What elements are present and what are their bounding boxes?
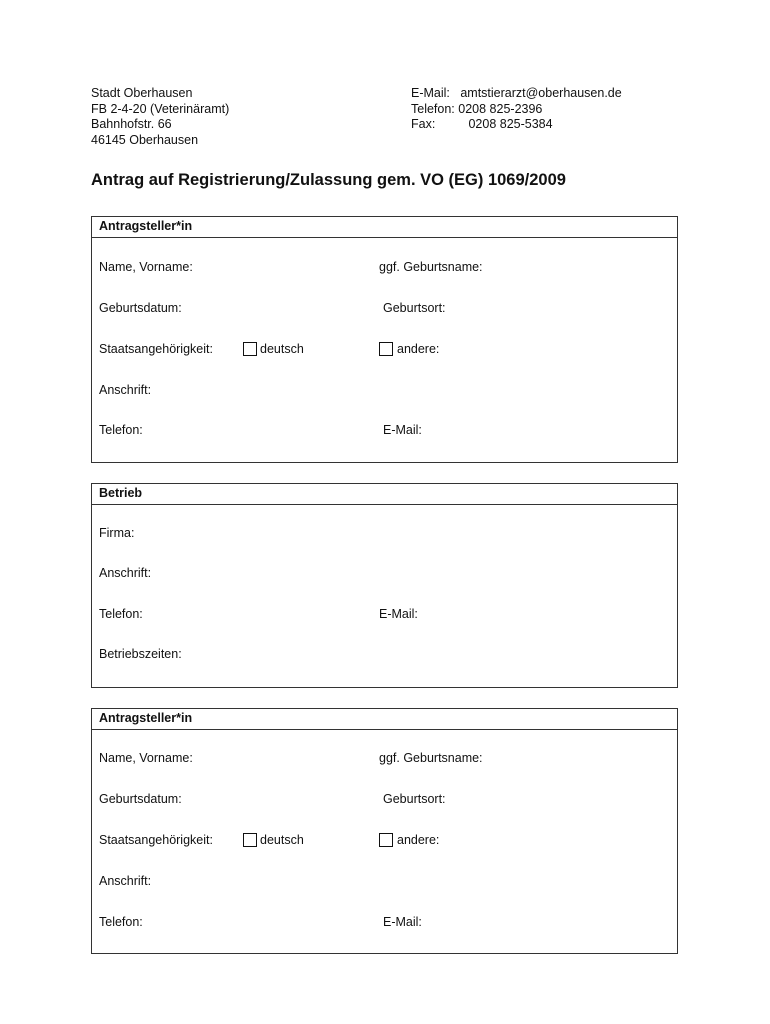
contact-phone-label: Telefon: [411, 101, 455, 116]
other-option-label: andere: [397, 833, 440, 847]
birthname-label: ggf. Geburtsname: [379, 260, 483, 274]
business-hours-label: Betriebszeiten: [99, 647, 182, 661]
section-heading: Antragsteller*in [92, 217, 677, 238]
birthdate-label: Geburtsdatum: [99, 792, 182, 806]
section-heading: Betrieb [92, 484, 677, 505]
sender-line: 46145 Oberhausen [91, 132, 199, 147]
birthplace-label: Geburtsort: [383, 792, 446, 806]
email-label: E-Mail: [383, 423, 422, 437]
contact-fax-row [411, 117, 622, 133]
other-nationality-checkbox[interactable] [379, 342, 393, 356]
german-option-label: deutsch [260, 833, 304, 847]
contact-email-row [411, 86, 622, 102]
sender-line: FB 2-4-20 (Veterinäramt) [91, 101, 230, 116]
business-phone-label: Telefon: [99, 607, 143, 621]
company-label: Firma: [99, 526, 135, 540]
email-label: E-Mail: [383, 915, 422, 929]
sender-address [91, 86, 229, 148]
document-title: Antrag auf Registrierung/Zulassung gem. VO (EG) 1069/2009 [91, 171, 566, 189]
contact-block [411, 86, 622, 133]
nationality-label: Staatsangehörigkeit: [99, 342, 213, 356]
business-email-label: E-Mail: [379, 607, 418, 621]
phone-label: Telefon: [99, 423, 143, 437]
address-label: Anschrift: [99, 874, 152, 888]
contact-email-value: amtstierarzt@oberhausen.de [460, 86, 622, 100]
business-section [91, 483, 678, 688]
contact-fax-value: 0208 825-5384 [468, 117, 553, 131]
nationality-label: Staatsangehörigkeit: [99, 833, 213, 847]
applicant-section [91, 216, 678, 463]
contact-phone-value: 0208 825-2396 [458, 101, 543, 116]
german-checkbox[interactable] [243, 833, 257, 847]
birthplace-label: Geburtsort: [383, 301, 446, 315]
contact-email-label: E-Mail: [411, 86, 450, 100]
german-option-label: deutsch [260, 342, 304, 356]
birthdate-label: Geburtsdatum: [99, 301, 182, 315]
other-nationality-checkbox[interactable] [379, 833, 393, 847]
contact-phone-row [411, 102, 622, 118]
german-checkbox[interactable] [243, 342, 257, 356]
address-label: Anschrift: [99, 383, 152, 397]
birthname-label: ggf. Geburtsname: [379, 751, 483, 765]
sender-line: Stadt Oberhausen [91, 86, 193, 100]
other-option-label: andere: [397, 342, 440, 356]
name-label: Name, Vorname: [99, 751, 193, 765]
name-label: Name, Vorname: [99, 260, 193, 274]
section-heading: Antragsteller*in [92, 709, 677, 730]
applicant-section-2 [91, 708, 678, 954]
sender-line: Bahnhofstr. 66 [91, 117, 172, 131]
business-address-label: Anschrift: [99, 566, 152, 580]
contact-fax-label: Fax: [411, 117, 436, 131]
phone-label: Telefon: [99, 915, 143, 929]
